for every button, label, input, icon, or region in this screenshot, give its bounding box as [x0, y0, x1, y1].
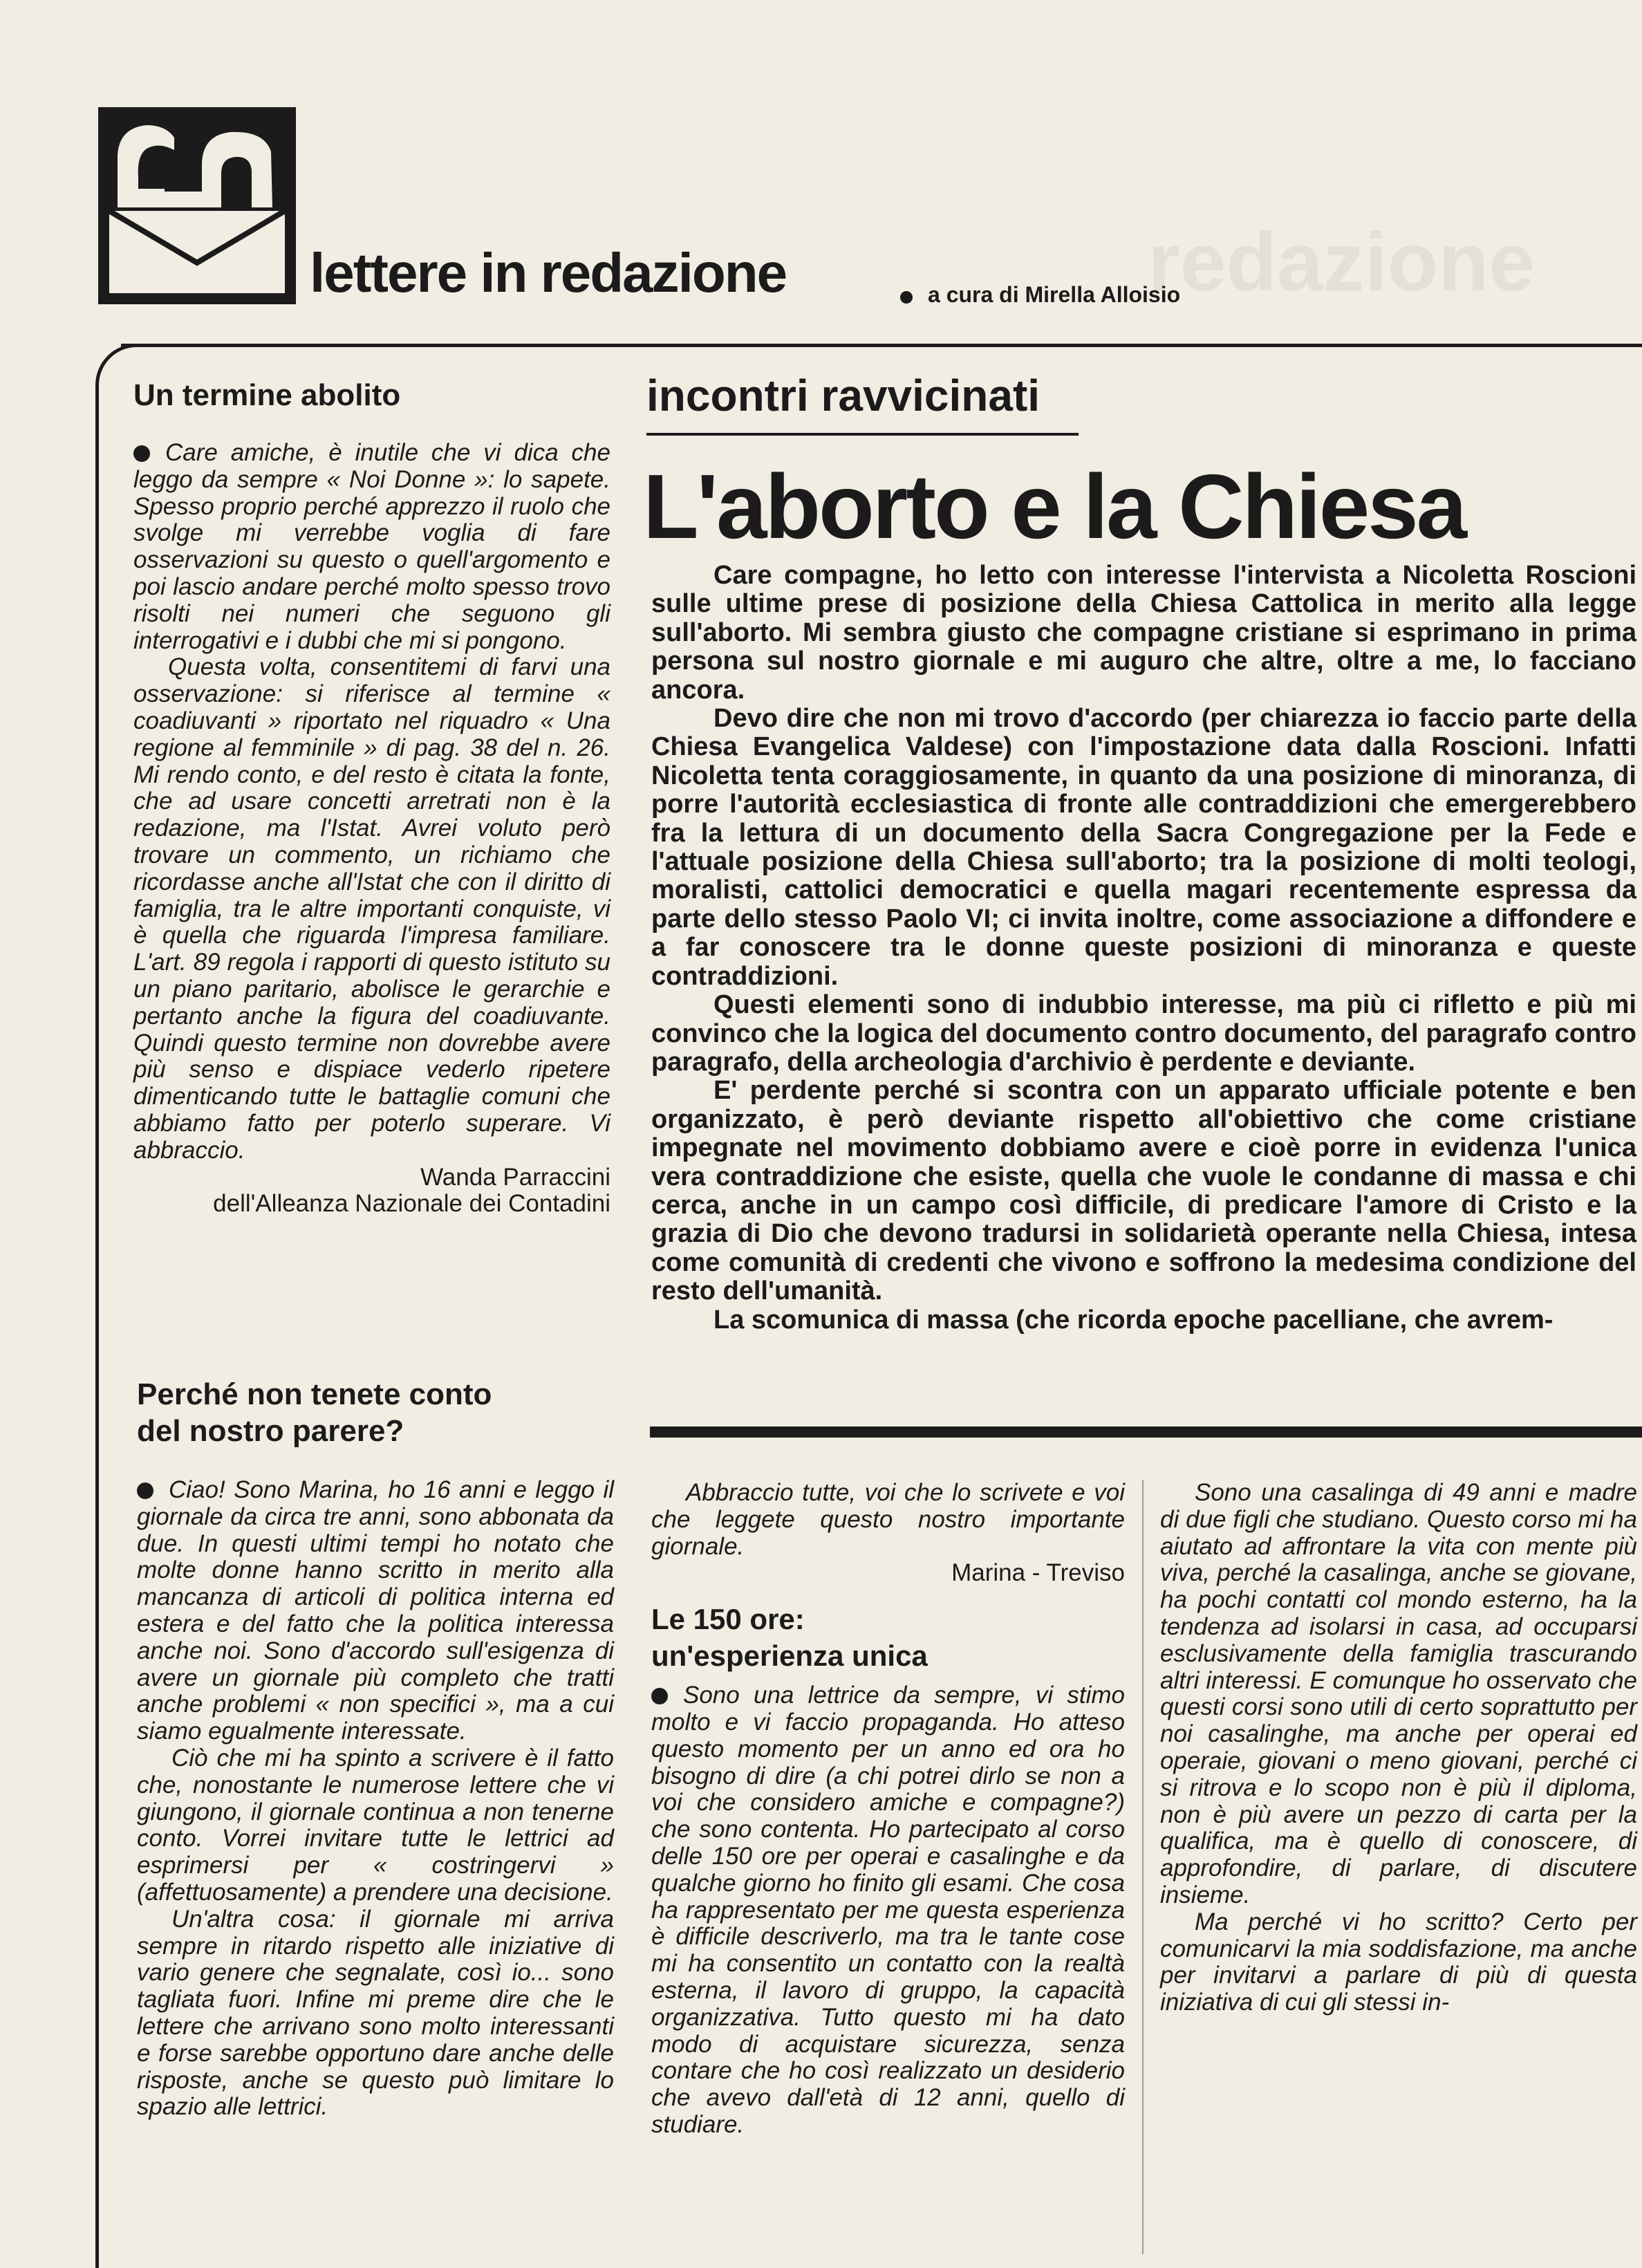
right-column — [1160, 1480, 1637, 2016]
letter-body: Ciao! Sono Marina, ho 16 anni e leggo il giornale da circa tre anni, sono abbonata da due. In questi ultimi tempi ho notato che molte donne hanno scritto in merito alla mancanza di articoli di politica interna ed estera e del fatto che la politica interessa anche noi. Sono d'accordo sull'esigenza di avere un giornale più completo che tratti anche problemi « non specifici », ma a cui siamo egualmente interessate. Ciò che mi ha spinto a scrivere è il fatto che, nonostante le numerose lettere che vi giungono, il giornale continua a non tenerne conto. Vorrei invitare tutte le lettrici ad esprimersi per « costringervi » (affettuosamente) a prendere una decisione. Un'altra cosa: il giornale mi arriva sempre in ritardo rispetto alle iniziative di vario genere che segnalate, così io... sono tagliata fuori. Infine mi preme dire che le lettere che arrivano sono molto interessanti e forse sarebbe opportuno dare anche delle risposte, anche se questo può limitare lo spazio alle lettrici. — [137, 1476, 614, 2121]
signature: Marina - Treviso — [951, 1559, 1125, 1587]
frame-left-rule — [95, 387, 99, 2268]
bullet-icon — [133, 445, 150, 462]
letter-body: Sono una lettrice da sempre, vi stimo molto e vi faccio propaganda. Ho atteso questo momento per un anno ed ora ho bisogno di dire (a chi potrei dirlo se non a voi che considero amiche e compagne?) che sono contenta. Ho partecipato al corso delle 150 ore per operai e casalinghe e da qualche giorno ho finito gli esami. Che cosa ha rappresentato per me questa esperienza è difficile descriverlo, ma tra le tante cose mi ha consentito un contatto con la realtà esterna, il lavoro di gruppo, la capacità organizzativa. Tutto questo mi ha dato modo di acquistare sicurezza, senza contare che ho così realizzato un desiderio che avevo dall'età di 12 anni, quello di studiare. — [651, 1682, 1125, 2138]
letter-body-continued: Abbraccio tutte, voi che lo scrivete e voi che leggete questo nostro importante giornale. — [651, 1479, 1125, 1560]
article-title: L'aborto e la Chiesa — [643, 456, 1466, 557]
bullet-icon — [900, 291, 913, 304]
letter-title-line1: Perché non tenete conto — [137, 1377, 492, 1411]
frame-top-rule — [121, 344, 1642, 347]
bullet-icon — [651, 1688, 668, 1704]
section-title: lettere in redazione — [310, 242, 787, 304]
letter-title-line1: Le 150 ore: — [651, 1603, 805, 1636]
column-divider — [1142, 1480, 1144, 2254]
envelope-letter-icon — [98, 107, 296, 304]
signature-org: dell'Alleanza Nazionale dei Contadini — [213, 1190, 610, 1218]
kicker-underline — [646, 433, 1079, 436]
curator-credit: a cura di Mirella Alloisio — [928, 282, 1181, 307]
letter-body: Care amiche, è inutile che vi dica che leggo da sempre « Noi Donne »: lo sapete. Spesso proprio perché apprezzo il ruolo che svolge mi verrebbe voglia di fare osservazioni su questo o quell'argomento e poi lascio andare perché molto spesso trovo risolti nei numeri che seguono gli interrogativi e i dubbi che mi si pongono. Questa volta, consentitemi di farvi una osservazione: si riferisce al termine « coadiuvanti » riportato nel riquadro « Una regione al femminile » di pag. 38 del n. 26. Mi rendo conto, e del resto è citata la fonte, che ad usare concetti arretrati non è la redazione, ma l'Istat. Avrei voluto però trovare un commento, un richiamo che ricordasse anche all'Istat che con il diritto di famiglia, tra le altre importanti conquiste, vi è quella che riguarda l'impresa familiare. L'art. 89 regola i rapporti di questo istituto su un piano paritario, abolisce le gerarchie e pertanto anche la figura del coadiuvante. Quindi questo termine non dovrebbe avere più senso e dispiace vederlo ripetere dimenticando tutte le battaglie comuni che abbiamo fatto per poterlo superare. Vi abbraccio. — [133, 439, 610, 1164]
section-divider — [650, 1426, 1642, 1438]
middle-column — [651, 1480, 1125, 2139]
signature-name: Wanda Parraccini — [420, 1163, 610, 1191]
letter-title-line2: un'esperienza unica — [651, 1639, 928, 1673]
letter-title: Un termine abolito — [133, 378, 401, 412]
bleed-through-text: redazione — [1148, 216, 1536, 308]
letter-title-line2: del nostro parere? — [137, 1414, 404, 1448]
article-kicker: incontri ravvicinati — [646, 371, 1041, 420]
bullet-icon — [137, 1482, 153, 1499]
letter-body-continued: Sono una casalinga di 49 anni e madre di due figli che studiano. Questo corso mi ha aiutato ad affrontare la vita con mente più viva, perché la casalinga, anche se giovane, ha pochi contatti col mondo esterno, ha la tendenza ad isolarsi in casa, ad occuparsi esclusivamente della famiglia trascurando altri interessi. E comunque ho osservato che questi corsi sono utili di certo soprattutto per noi casalinghe, ma anche per operai ed operaie, giovani o meno giovani, perché ci si ritrova e lo scopo non è più il diploma, non è più avere un pezzo di carta per la qualifica, ma è quello di conoscere, di approfondire, di parlare, di discutere insieme. Ma perché vi ho scritto? Certo per comunicarvi la mia soddisfazione, ma anche per invitarvi a parlare di più di questa iniziativa di cui gli stessi in- — [1160, 1479, 1637, 2016]
letter-un-termine-abolito — [133, 377, 610, 1218]
letter-perche-non-tenete-conto — [137, 1376, 614, 2121]
article-body: Care compagne, ho letto con interesse l'intervista a Nicoletta Roscioni sulle ultime prese di posizione della Chiesa Cattolica in merito alla legge sull'aborto. Mi sembra giusto che compagne cristiane si esprimano in prima persona sul nostro giornale e mi auguro che altre, oltre a me, lo facciano ancora. Devo dire che non mi trovo d'accordo (per chiarezza io faccio parte della Chiesa Evangelica Valdese) con l'impostazione data dalla Roscioni. Infatti Nicoletta tenta coraggiosamente, in quanto da una posizione di minoranza, di porre l'autorità ecclesiastica di fronte alle contraddizioni che emergerebbero fra la lettura di un documento della Sacra Congregazione per la Fede e l'attuale posizione della Chiesa sull'aborto; tra la posizione di molti teologi, moralisti, cattolici democratici e quella magari recentemente espressa da parte dello stesso Paolo VI; ci invita inoltre, come associazione a diffondere e a far conoscere tra le donne queste posizioni di minoranza e queste contraddizioni. Questi elementi sono di indubbio interesse, ma più ci rifletto e più mi convinco che la logica del documento contro documento, del paragrafo contro paragrafo, della archeologia d'archivio è perdente e deviante. E' perdente perché si scontra con un apparato ufficiale potente e ben organizzato, è però deviante rispetto all'obiettivo che come cristiane impegnate nel movimento dobbiamo avere e cioè porre in evidenza l'unica vera contraddizione che esiste, quella che vuole le condanne di massa e chi cerca, anche in un campo così difficile, di predicare l'amore di Cristo e la grazia di Dio che devono tradursi in solidarietà operante nella Chiesa, intesa come comunità di credenti che vivono e soffrono la medesima condizione del resto dell'umanità. La scomunica di massa (che ricorda epoche pacelliane, che avrem- — [651, 561, 1636, 1335]
